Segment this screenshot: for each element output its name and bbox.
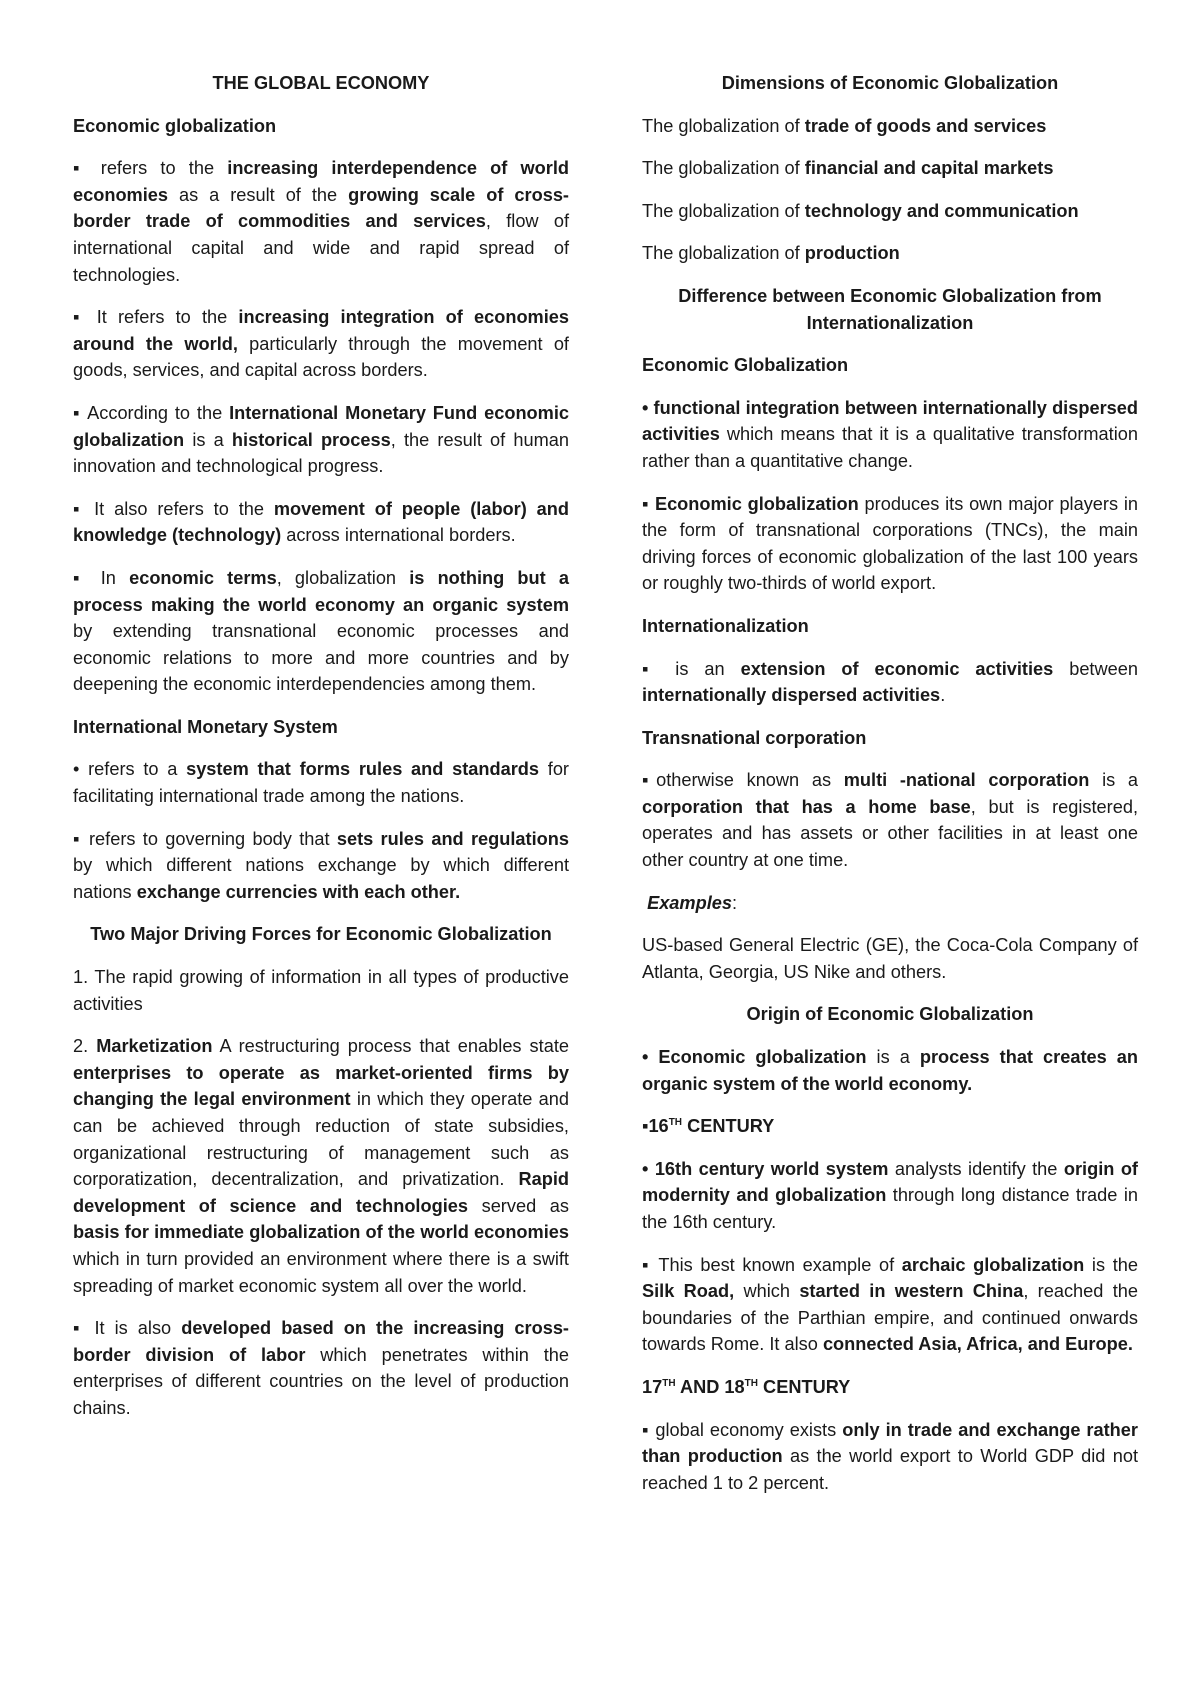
paragraph-economic-terms: ▪ In economic terms, globalization is nothing but a process making the world economy an organic system by extending transnational economic processes and economic relations to more and more countries and by deepening the economic interdependencies among them. <box>73 567 569 695</box>
left-column <box>73 70 569 1438</box>
paragraph-movement-of-people: ▪ It also refers to the movement of people (labor) and knowledge (technology) across international borders. <box>73 498 569 546</box>
heading-17th-18th-century: 17TH AND 18TH CENTURY <box>642 1376 851 1397</box>
paragraph-force-2: 2. Marketization A restructuring process that enables state enterprises to operate as market-oriented firms by changing the legal environment in which they operate and can be achieved through reduction of state subsidies, organizational restructuring of management such as corporatization, decentralization, and privatization. Rapid development of science and technologies served as basis for immediate globalization of the world economies which in turn provided an environment where there is a swift spreading of market economic system all over the world. <box>73 1036 569 1296</box>
heading-transnational-corporation: Transnational corporation <box>642 727 867 748</box>
dimension-item: The globalization of trade of goods and services <box>642 115 1047 136</box>
paragraph-silk-road: ▪ This best known example of archaic globalization is the Silk Road, which started in western China, reached the boundaries of the Parthian empire, and continued onwards towards Rome. It also connected Asia, Africa, and Europe. <box>642 1254 1138 1355</box>
dimension-item: The globalization of financial and capital markets <box>642 158 1054 179</box>
dimension-item: The globalization of technology and communication <box>642 200 1079 221</box>
heading-origin: Origin of Economic Globalization <box>746 1004 1034 1025</box>
heading-international-monetary-system: International Monetary System <box>73 716 338 737</box>
paragraph-tncs: ▪ Economic globalization produces its own major players in the form of transnational corporations (TNCs), the main driving forces of economic globalization of the last 100 years or roughly two-thirds of world export. <box>642 493 1138 594</box>
heading-internationalization: Internationalization <box>642 615 809 636</box>
dimension-item: The globalization of production <box>642 243 900 264</box>
document-title: THE GLOBAL ECONOMY <box>212 73 430 93</box>
heading-dimensions: Dimensions of Economic Globalization <box>721 73 1059 93</box>
heading-difference: Difference between Economic Globalization from Internationalization <box>678 285 1102 333</box>
paragraph-imf-definition: ▪ According to the International Monetary Fund economic globalization is a historical process, the result of human innovation and technological progress. <box>73 402 570 477</box>
paragraph-ims-1: • refers to a system that forms rules and standards for facilitating international trade among the nations. <box>73 759 569 807</box>
paragraph-definition-2: ▪ It refers to the increasing integration of economies around the world, particularly through the movement of goods, services, and capital across borders. <box>73 307 570 381</box>
paragraph-16th-century-world-system: • 16th century world system analysts identify the origin of modernity and globalization through long distance trade in the 16th century. <box>642 1158 1138 1232</box>
paragraph-definition-1: ▪ refers to the increasing interdependence of world economies as a result of the growing scale of cross-border trade of commodities and services, flow of international capital and wide and rapid spread of technologies. <box>73 158 570 285</box>
heading-16th-century: ▪16TH CENTURY <box>642 1116 775 1137</box>
paragraph-ims-2: ▪ refers to governing body that sets rules and regulations by which different nations exchange by which different nations exchange currencies with each other. <box>73 828 569 902</box>
paragraph-17th-18th-century: ▪ global economy exists only in trade and exchange rather than production as the world export to World GDP did not reached 1 to 2 percent. <box>642 1419 1138 1493</box>
paragraph-origin: • Economic globalization is a process that creates an organic system of the world economy. <box>642 1047 1138 1094</box>
examples-label: Examples: <box>647 892 738 913</box>
heading-driving-forces: Two Major Driving Forces for Economic Globalization <box>90 924 552 945</box>
heading-economic-globalization-2: Economic Globalization <box>642 355 849 376</box>
right-column <box>642 70 1138 1512</box>
paragraph-functional-integration: • functional integration between internationally dispersed activities which means that it is a qualitative transformation rather than a quantitative change. <box>642 397 1138 471</box>
paragraph-examples: US-based General Electric (GE), the Coca-Cola Company of Atlanta, Georgia, US Nike and others. <box>642 935 1138 982</box>
paragraph-internationalization: ▪ is an extension of economic activities between internationally dispersed activities. <box>642 658 1138 706</box>
paragraph-force-1: 1. The rapid growing of information in all types of productive activities <box>73 967 569 1014</box>
heading-economic-globalization: Economic globalization <box>73 115 277 136</box>
paragraph-division-of-labor: ▪ It is also developed based on the increasing cross-border division of labor which penetrates within the enterprises of different countries on the level of production chains. <box>73 1318 570 1418</box>
paragraph-tnc-definition: ▪otherwise known as multi -national corporation is a corporation that has a home base, but is registered, operates and has assets or other facilities in at least one other country at one time. <box>642 770 1139 871</box>
